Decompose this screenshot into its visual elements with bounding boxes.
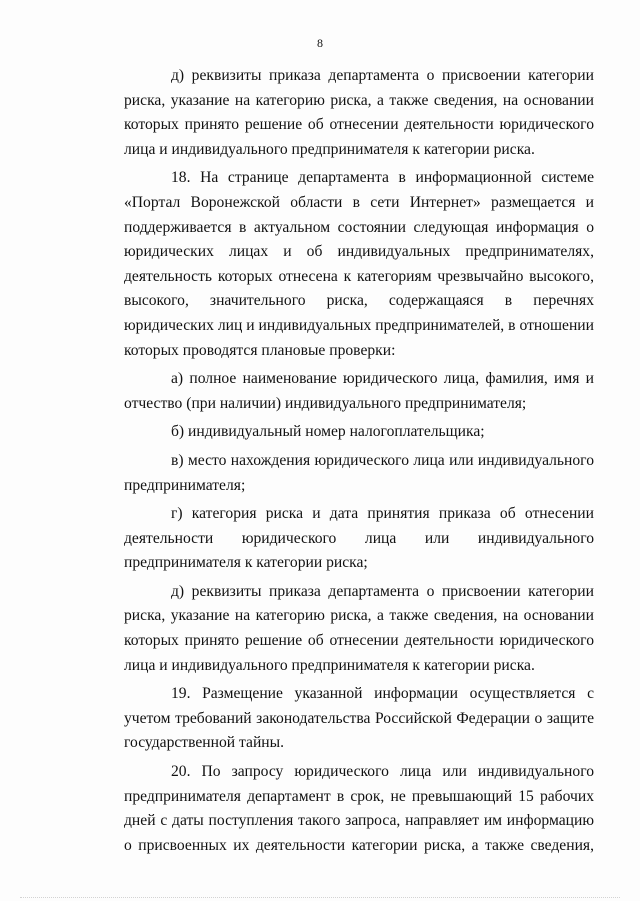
document-body (124, 64, 594, 858)
paragraph-18a: а) полное наименование юридического лица, фамилия, имя и отчество (при наличии) индивидуального предпринимателя; (124, 370, 594, 412)
scan-edge-mark (20, 893, 620, 898)
paragraph-20: 20. По запросу юридического лица или индивидуального предпринимателя департамент в срок, не превышающий 15 рабочих дней с даты поступления такого запроса, направляет им информацию о присвоенных их деятельности категории риска, а также сведения, (124, 763, 594, 854)
paragraph-18v: в) место нахождения юридического лица или индивидуального предпринимателя; (124, 451, 594, 494)
paragraph-18: 18. На странице департамента в информационной системе «Портал Воронежской области в сети Интернет» размещается и поддерживается в актуальном состоянии следующая информация о юридических лицах и об индивидуальных предпринимателях, деятельность которых отнесена к категориям чрезвычайно высокого, высокого, значительного риска, содержащаяся в перечнях юридических лиц и индивидуальных предпринимателей, в отношении которых проводятся плановые проверки: (124, 169, 594, 359)
paragraph-18b: б) индивидуальный номер налогоплательщика; (171, 423, 485, 441)
paragraph-18g: г) категория риска и дата принятия приказа об отнесении деятельности юридического лица или индивидуального предпринимателя к категории риска; (124, 505, 594, 572)
paragraph-17d: д) реквизиты приказа департамента о присвоении категории риска, указание на категорию риска, а также сведения, на основании которых принято решение об отнесении деятельности юридического лица и индивидуального предпринимателя к категории риска. (124, 67, 594, 158)
page-number: 8 (317, 36, 323, 50)
paragraph-18d: д) реквизиты приказа департамента о присвоении категории риска, указание на категорию риска, а также сведения, на основании которых принято решение об отнесении деятельности юридического лица и индивидуального предпринимателя к категории риска. (124, 582, 594, 674)
paragraph-19: 19. Размещение указанной информации осуществляется с учетом требований законодательства Российской Федерации о защите государственной тайны. (124, 685, 594, 752)
